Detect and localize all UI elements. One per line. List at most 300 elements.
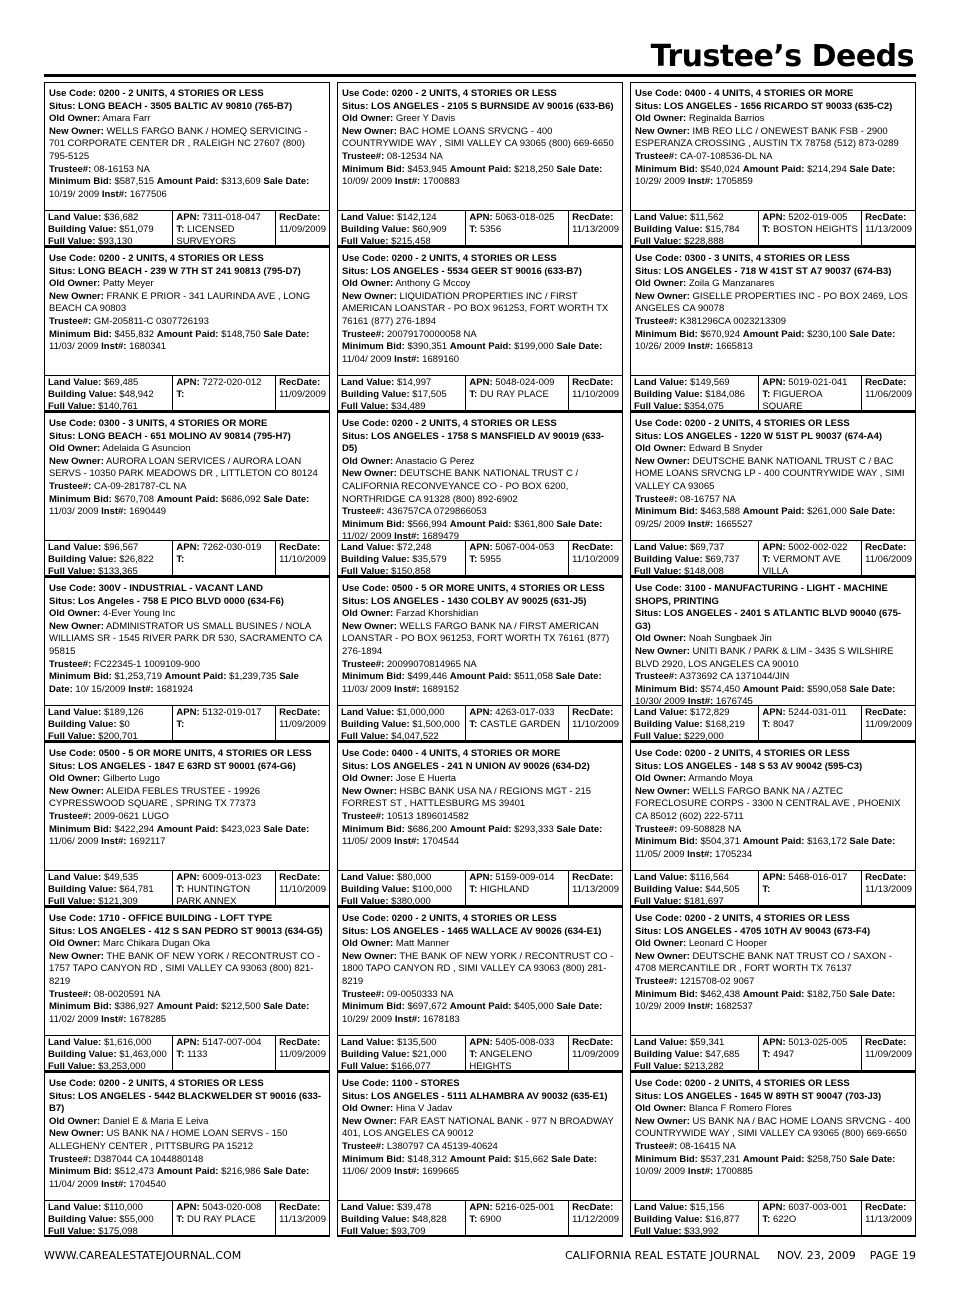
amount-paid-label: Amount Paid: <box>449 341 512 353</box>
trustee-value: 08-0020591 NA <box>93 988 161 1000</box>
old-owner-value: Greer Y Davis <box>395 113 456 125</box>
inst-value: 1704544 <box>422 836 460 848</box>
amount-paid-value: $686,092 <box>221 493 261 505</box>
inst-label: Inst#: <box>687 518 714 530</box>
values-cell <box>338 1201 466 1235</box>
inst-value: 1705234 <box>715 848 753 860</box>
land-value-label: Land Value: <box>634 212 688 223</box>
situs-value: LOS ANGELES - 1645 W 89TH ST 90047 (703-J3) <box>664 1090 882 1102</box>
inst-value: 1690449 <box>129 506 167 518</box>
old-owner-value: Amara Farr <box>102 113 151 125</box>
building-value: $51,079 <box>119 223 154 235</box>
min-bid-value: $574,450 <box>700 683 741 695</box>
min-bid-value: $148,312 <box>407 1153 448 1165</box>
recdate-cell <box>569 1036 622 1070</box>
sale-date-value: 10/19/ 2009 <box>49 188 100 200</box>
deed-record <box>630 247 916 412</box>
recdate-label: RecDate: <box>279 707 321 718</box>
old-owner-label: Old Owner: <box>342 113 394 125</box>
full-value-label: Full Value: <box>48 730 96 742</box>
values-cell <box>45 706 173 740</box>
record-details <box>631 413 915 530</box>
tract-label: T: <box>469 553 478 565</box>
apn-label: APN: <box>469 1037 493 1048</box>
record-values <box>338 705 622 741</box>
use-code: Use Code: 1710 - OFFICE BUILDING - LOFT TYPE <box>49 913 273 924</box>
apn-cell <box>173 1201 276 1235</box>
apn-value: 5405-008-033 <box>495 1037 555 1048</box>
apn-value: 4263-017-033 <box>495 707 555 718</box>
footer-info <box>565 1249 916 1262</box>
apn-label: APN: <box>469 707 493 718</box>
tract-value: 6900 <box>479 1213 502 1225</box>
old-owner-value: Daniel E & Maria E Leiva <box>102 1115 209 1127</box>
old-owner-label: Old Owner: <box>635 113 687 125</box>
apn-cell <box>759 706 862 740</box>
trustee-label: Trustee#: <box>49 163 92 175</box>
apn-value: 6009-013-023 <box>202 872 262 883</box>
record-details <box>45 578 329 695</box>
amount-paid-value: $293,333 <box>514 823 554 835</box>
new-owner-value: GISELLE PROPERTIES INC - PO BOX 2469, LOS ANGELES CA 90078 <box>635 290 908 315</box>
inst-value: 1677506 <box>129 188 167 200</box>
full-value: $93,130 <box>98 235 133 247</box>
full-value-label: Full Value: <box>48 895 96 907</box>
full-value-label: Full Value: <box>634 895 682 907</box>
tract-label: T: <box>762 883 771 895</box>
use-code: Use Code: 0500 - 5 OR MORE UNITS, 4 STORIES OR LESS <box>49 748 312 759</box>
land-value: $189,126 <box>103 707 144 718</box>
old-owner-value: Armando Moya <box>688 773 753 785</box>
situs-label: Situs: <box>635 925 662 937</box>
sale-date-label: Sale Date: <box>263 823 310 835</box>
recdate-label: RecDate: <box>865 542 907 553</box>
land-value: $142,124 <box>396 212 437 223</box>
recdate-value: 11/09/2009 <box>572 1048 619 1060</box>
deed-record <box>337 577 623 742</box>
land-value: $11,562 <box>689 212 724 223</box>
trustee-label: Trustee#: <box>342 1140 385 1152</box>
building-value: $60,909 <box>412 223 447 235</box>
inst-label: Inst#: <box>394 1013 421 1025</box>
apn-cell <box>759 541 862 575</box>
min-bid-label: Minimum Bid: <box>635 1153 698 1165</box>
record-details <box>45 413 329 530</box>
full-value: $213,282 <box>684 1060 724 1072</box>
sale-date-label: Sale Date: <box>849 506 896 518</box>
inst-value: 1678285 <box>129 1013 167 1025</box>
title-rule <box>44 74 916 77</box>
recdate-label: RecDate: <box>572 542 614 553</box>
inst-label: Inst#: <box>101 341 127 353</box>
full-value: $380,000 <box>391 895 431 907</box>
tract-label: T: <box>469 718 478 730</box>
min-bid-value: $1,253,719 <box>114 671 162 683</box>
land-value: $1,616,000 <box>103 1037 152 1048</box>
land-value: $72,248 <box>396 542 432 553</box>
inst-label: Inst#: <box>687 341 714 353</box>
sale-date-label: Sale Date: <box>555 671 602 683</box>
sale-date-value: 10/29/ 2009 <box>635 176 686 188</box>
sale-date-value: 10/29/ 2009 <box>635 1001 686 1013</box>
apn-label: APN: <box>176 377 200 388</box>
amount-paid-label: Amount Paid: <box>449 671 512 683</box>
deed-record <box>44 412 330 577</box>
sale-date-value: 10/30/ 2009 <box>635 696 686 708</box>
amount-paid-label: Amount Paid: <box>449 163 512 175</box>
tract-label: T: <box>176 388 185 400</box>
recdate-label: RecDate: <box>279 872 321 883</box>
old-owner-value: Hina V Jadav <box>395 1103 453 1115</box>
amount-paid-value: $423,023 <box>221 823 261 835</box>
values-cell <box>338 541 466 575</box>
inst-label: Inst#: <box>101 188 128 200</box>
land-value-label: Land Value: <box>634 1037 688 1048</box>
old-owner-value: Edward B Snyder <box>688 443 763 455</box>
record-gap <box>631 365 915 375</box>
values-cell <box>45 1036 173 1070</box>
sale-date-value: 11/02/ 2009 <box>49 1013 99 1025</box>
recdate-label: RecDate: <box>572 377 614 388</box>
building-value-label: Building Value: <box>634 883 703 895</box>
sale-date-label: Sale Date: <box>556 163 603 175</box>
sale-date-label: Sale Date: <box>849 683 896 695</box>
values-cell <box>338 1036 466 1070</box>
situs-label: Situs: <box>342 265 369 277</box>
tract-label: T: <box>762 1048 771 1060</box>
full-value: $33,992 <box>684 1225 719 1237</box>
sale-date-label: Sale Date: <box>849 836 896 848</box>
recdate-cell <box>862 706 915 740</box>
inst-label: Inst#: <box>101 506 127 518</box>
trustee-label: Trustee#: <box>635 1140 678 1152</box>
record-details <box>338 413 622 543</box>
tract-value: 5955 <box>479 553 502 565</box>
full-value-label: Full Value: <box>341 730 389 742</box>
recdate-value: 11/09/2009 <box>865 718 912 730</box>
tract-label: T: <box>469 1213 478 1225</box>
new-owner-label: New Owner: <box>635 950 690 962</box>
trustee-label: Trustee#: <box>635 823 678 835</box>
trustee-label: Trustee#: <box>49 480 92 492</box>
sale-date-value: 10/ 15/2009 <box>75 683 126 695</box>
building-value-label: Building Value: <box>48 1048 117 1060</box>
deed-record <box>44 82 330 247</box>
record-gap <box>338 200 622 210</box>
old-owner-label: Old Owner: <box>49 1115 101 1127</box>
apn-value: 7262-030-019 <box>202 542 262 553</box>
building-value-label: Building Value: <box>48 553 117 565</box>
use-code: Use Code: 1100 - STORES <box>342 1078 460 1089</box>
new-owner-value: US BANK NA / HOME LOAN SERVS - 150 ALLEGHENY CENTER , PITTSBURG PA 15212 <box>49 1128 288 1152</box>
amount-paid-label: Amount Paid: <box>742 1153 805 1165</box>
building-value-label: Building Value: <box>341 223 410 235</box>
old-owner-label: Old Owner: <box>342 278 394 290</box>
land-value-label: Land Value: <box>48 872 102 883</box>
min-bid-value: $540,024 <box>700 163 741 175</box>
record-values <box>45 1035 329 1071</box>
situs-label: Situs: <box>49 595 76 607</box>
trustee-value: 09-508828 NA <box>679 823 742 835</box>
situs-label: Situs: <box>342 1090 369 1102</box>
building-value-label: Building Value: <box>341 1213 410 1225</box>
tract-label: T: <box>469 883 478 895</box>
amount-paid-value: $216,986 <box>221 1166 261 1178</box>
recdate-label: RecDate: <box>279 542 321 553</box>
building-value: $15,784 <box>705 223 740 235</box>
trustee-value: 09-0050333 NA <box>386 988 454 1000</box>
situs-value: Los Angeles - 758 E PICO BLVD 0000 (634-F6) <box>78 595 284 607</box>
sale-date-label: Sale Date: <box>849 1153 896 1165</box>
deed-record <box>630 907 916 1072</box>
use-code: Use Code: 0200 - 2 UNITS, 4 STORIES OR LESS <box>49 253 264 264</box>
recdate-label: RecDate: <box>572 212 614 223</box>
full-value-label: Full Value: <box>341 565 389 577</box>
tract-value: FIGUEROA SQUARE <box>762 388 823 412</box>
old-owner-value: Leonard C Hooper <box>688 938 768 950</box>
record-gap <box>338 695 622 705</box>
values-cell <box>631 1201 759 1235</box>
new-owner-label: New Owner: <box>49 290 104 302</box>
situs-label: Situs: <box>342 925 369 937</box>
recdate-cell <box>276 541 329 575</box>
apn-label: APN: <box>176 542 200 553</box>
amount-paid-value: $258,750 <box>807 1153 847 1165</box>
inst-label: Inst#: <box>687 848 713 860</box>
situs-label: Situs: <box>49 430 76 442</box>
min-bid-label: Minimum Bid: <box>635 506 698 518</box>
min-bid-label: Minimum Bid: <box>342 341 405 353</box>
sale-date-value: 09/25/ 2009 <box>635 518 686 530</box>
use-code: Use Code: 0200 - 2 UNITS, 4 STORIES OR LESS <box>635 913 850 924</box>
full-value: $229,000 <box>684 730 724 742</box>
apn-value: 7272-020-012 <box>202 377 262 388</box>
new-owner-value: FAR EAST NATIONAL BANK - 977 N BROADWAY 401, LOS ANGELES CA 90012 <box>342 1115 614 1140</box>
amount-paid-value: $261,000 <box>807 506 847 518</box>
sale-date-label: Sale Date: <box>556 518 603 530</box>
tract-value: 5356 <box>479 223 502 235</box>
building-value: $1,463,000 <box>119 1048 167 1060</box>
old-owner-label: Old Owner: <box>635 938 687 950</box>
building-value: $69,737 <box>705 553 740 565</box>
deed-record <box>44 742 330 907</box>
tract-value: LICENSED SURVEYORS <box>176 223 236 247</box>
tract-label: T: <box>176 883 185 895</box>
sale-date-label: Sale Date: <box>263 493 310 505</box>
apn-value: 5013-025-005 <box>788 1037 848 1048</box>
sale-date-label: Sale Date: <box>263 1001 310 1013</box>
recdate-cell <box>276 1201 329 1235</box>
apn-label: APN: <box>762 542 786 553</box>
sale-date-label: Sale Date: <box>263 176 310 188</box>
amount-paid-label: Amount Paid: <box>742 836 805 848</box>
full-value-label: Full Value: <box>48 1225 96 1237</box>
amount-paid-label: Amount Paid: <box>742 683 805 695</box>
situs-label: Situs: <box>49 925 76 937</box>
full-value: $150,858 <box>391 565 431 577</box>
amount-paid-label: Amount Paid: <box>156 493 219 505</box>
amount-paid-value: $148,750 <box>221 328 261 340</box>
amount-paid-label: Amount Paid: <box>742 988 805 1000</box>
min-bid-label: Minimum Bid: <box>342 823 405 835</box>
land-value: $69,737 <box>689 542 725 553</box>
trustee-label: Trustee#: <box>635 975 678 987</box>
situs-value: LOS ANGELES - 1465 WALLACE AV 90026 (634-E1) <box>371 925 602 937</box>
land-value-label: Land Value: <box>48 542 102 553</box>
min-bid-label: Minimum Bid: <box>342 1001 405 1013</box>
building-value-label: Building Value: <box>634 718 703 730</box>
land-value: $49,535 <box>103 872 139 883</box>
full-value: $175,098 <box>98 1225 138 1237</box>
full-value: $3,253,000 <box>98 1060 146 1072</box>
sale-date-label: Sale Date: <box>849 163 896 175</box>
footer-publication: CALIFORNIA REAL ESTATE JOURNAL <box>564 1249 760 1262</box>
land-value: $149,569 <box>689 377 730 388</box>
use-code: Use Code: 0200 - 2 UNITS, 4 STORIES OR LESS <box>342 913 557 924</box>
land-value: $15,156 <box>689 1202 725 1213</box>
inst-label: Inst#: <box>394 176 421 188</box>
trustee-value: 08-16415 NA <box>679 1140 736 1152</box>
old-owner-label: Old Owner: <box>342 608 394 620</box>
recdate-value: 11/09/2009 <box>279 1048 326 1060</box>
old-owner-label: Old Owner: <box>342 455 394 467</box>
new-owner-value: AURORA LOAN SERVICES / AURORA LOAN SERVS - 10350 PARK MEADOWS DR , LITTLETON CO 80124 <box>49 455 318 480</box>
trustee-value: CA-09-281787-CL NA <box>93 480 187 492</box>
sale-date-value: 11/06/ 2009 <box>342 1166 392 1178</box>
amount-paid-label: Amount Paid: <box>156 823 219 835</box>
values-cell <box>338 706 466 740</box>
old-owner-label: Old Owner: <box>635 443 687 455</box>
new-owner-value: FRANK E PRIOR - 341 LAURINDA AVE , LONG BEACH CA 90803 <box>49 290 311 315</box>
apn-label: APN: <box>176 872 200 883</box>
min-bid-value: $462,438 <box>700 988 741 1000</box>
apn-cell <box>466 706 569 740</box>
apn-value: 5159-009-014 <box>495 872 555 883</box>
full-value: $140,761 <box>98 400 138 412</box>
apn-cell <box>173 1036 276 1070</box>
inst-label: Inst#: <box>101 1178 127 1190</box>
apn-cell <box>173 376 276 410</box>
inst-value: 1665527 <box>715 518 753 530</box>
inst-label: Inst#: <box>687 176 714 188</box>
record-gap <box>631 1190 915 1200</box>
inst-value: 1689152 <box>422 683 460 695</box>
full-value: $121,309 <box>98 895 138 907</box>
trustee-value: 08-16153 NA <box>93 163 150 175</box>
apn-value: 5019-021-041 <box>788 377 848 388</box>
use-code: Use Code: 0300 - 3 UNITS, 4 STORIES OR MORE <box>49 418 268 429</box>
use-code: Use Code: 0200 - 2 UNITS, 4 STORIES OR LESS <box>342 88 557 99</box>
values-cell <box>338 211 466 245</box>
recdate-value: 11/09/2009 <box>279 718 326 730</box>
full-value: $133,365 <box>98 565 138 577</box>
apn-cell <box>759 376 862 410</box>
apn-label: APN: <box>762 212 786 223</box>
new-owner-label: New Owner: <box>49 950 104 962</box>
land-value: $69,485 <box>103 377 139 388</box>
recdate-cell <box>569 1201 622 1235</box>
recdate-cell <box>276 211 329 245</box>
record-details <box>338 1073 622 1190</box>
amount-paid-label: Amount Paid: <box>156 176 219 188</box>
min-bid-label: Minimum Bid: <box>49 493 112 505</box>
deed-record <box>337 412 623 577</box>
record-values <box>45 870 329 906</box>
recdate-label: RecDate: <box>279 1037 321 1048</box>
new-owner-value: UNITI BANK / PARK & LIM - 3435 S WILSHIRE BLVD 2920, LOS ANGELES CA 90010 <box>635 645 894 670</box>
inst-label: Inst#: <box>394 531 420 543</box>
inst-value: 1689160 <box>422 353 460 365</box>
use-code: Use Code: 0200 - 2 UNITS, 4 STORIES OR LESS <box>342 253 557 264</box>
apn-label: APN: <box>469 872 493 883</box>
full-value-label: Full Value: <box>48 1060 96 1072</box>
building-value-label: Building Value: <box>634 1213 703 1225</box>
apn-label: APN: <box>762 707 786 718</box>
situs-value: LOS ANGELES - 5111 ALHAMBRA AV 90032 (635-E1) <box>371 1090 608 1102</box>
recdate-cell <box>862 1201 915 1235</box>
inst-value: 1665813 <box>715 341 753 353</box>
new-owner-label: New Owner: <box>342 290 397 302</box>
record-details <box>338 83 622 200</box>
inst-value: 1692117 <box>129 836 166 848</box>
situs-label: Situs: <box>49 1090 76 1102</box>
apn-label: APN: <box>762 1202 786 1213</box>
recdate-cell <box>276 706 329 740</box>
situs-label: Situs: <box>49 100 76 112</box>
min-bid-value: $670,708 <box>114 493 155 505</box>
old-owner-label: Old Owner: <box>635 1103 687 1115</box>
tract-label: T: <box>762 388 771 400</box>
deed-record <box>337 1072 623 1237</box>
record-values <box>631 210 915 246</box>
amount-paid-value: $199,000 <box>514 341 554 353</box>
trustee-label: Trustee#: <box>342 988 385 1000</box>
full-value: $4,047,522 <box>391 730 439 742</box>
trustee-value: K381296CA 0023213309 <box>679 315 787 327</box>
full-value: $166,077 <box>391 1060 431 1072</box>
inst-value: 1678183 <box>422 1013 460 1025</box>
building-value-label: Building Value: <box>48 388 117 400</box>
sale-date-value: 11/02/ 2009 <box>342 531 392 543</box>
values-cell <box>45 1201 173 1235</box>
old-owner-value: Patty Meyer <box>102 278 154 290</box>
apn-value: 7311-018-047 <box>202 212 261 223</box>
deed-record <box>630 577 916 742</box>
new-owner-value: ADMINISTRATOR US SMALL BUSINES / NOLA WILLIAMS SR - 1545 RIVER PARK DR 530, SACRAMENTO CA 95815 <box>49 620 322 657</box>
old-owner-value: Reginalda Barrios <box>688 113 765 125</box>
amount-paid-value: $405,000 <box>514 1001 554 1013</box>
footer-website[interactable]: WWW.CAREALESTATEJOURNAL.COM <box>44 1249 242 1262</box>
trustee-value: CA-07-108536-DL NA <box>679 150 773 162</box>
record-gap <box>45 200 329 210</box>
trustee-label: Trustee#: <box>49 1153 92 1165</box>
tract-label: T: <box>762 718 771 730</box>
apn-label: APN: <box>469 212 493 223</box>
trustee-label: Trustee#: <box>49 988 92 1000</box>
full-value: $34,489 <box>391 400 426 412</box>
record-values <box>45 375 329 411</box>
record-values <box>631 870 915 906</box>
recdate-label: RecDate: <box>572 1202 614 1213</box>
tract-label: T: <box>469 223 478 235</box>
recdate-cell <box>569 376 622 410</box>
full-value-label: Full Value: <box>634 730 682 742</box>
deed-record <box>44 247 330 412</box>
new-owner-label: New Owner: <box>635 125 690 137</box>
apn-label: APN: <box>469 377 493 388</box>
old-owner-label: Old Owner: <box>342 938 394 950</box>
trustee-value: 08-16757 NA <box>679 493 736 505</box>
